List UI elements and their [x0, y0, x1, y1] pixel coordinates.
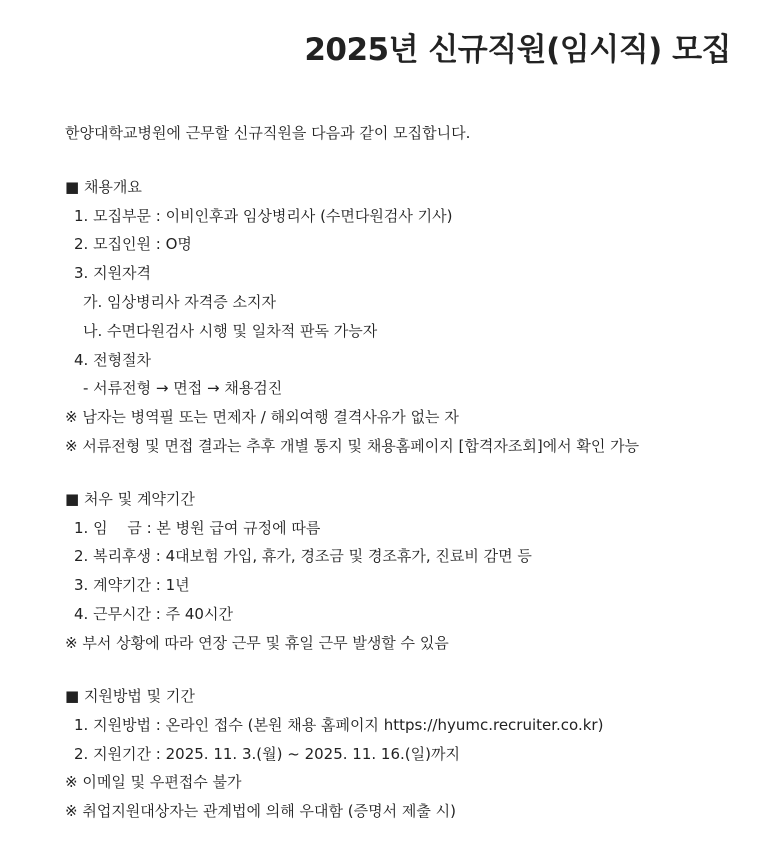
list-item: 2. 모집인원 : O명 — [74, 235, 192, 253]
note: ※ 취업지원대상자는 관계법에 의해 우대함 (증명서 제출 시) — [65, 802, 456, 820]
sub-list-item: 가. 임상병리사 자격증 소지자 — [83, 293, 276, 311]
list-item: 2. 복리후생 : 4대보험 가입, 휴가, 경조금 및 경조휴가, 진료비 감면 등 — [74, 547, 532, 565]
note: ※ 부서 상황에 따라 연장 근무 및 휴일 근무 발생할 수 있음 — [65, 634, 449, 652]
list-item: 3. 지원자격 — [74, 264, 152, 282]
note: ※ 서류전형 및 면접 결과는 추후 개별 통지 및 채용홈페이지 [합격자조회]에서 확인 가능 — [65, 437, 640, 455]
list-item: 2. 지원기간 : 2025. 11. 3.(월) ~ 2025. 11. 16.(일)까지 — [74, 745, 460, 763]
note: ※ 이메일 및 우편접수 불가 — [65, 773, 242, 791]
list-item: 1. 임 금 : 본 병원 급여 규정에 따름 — [74, 519, 321, 537]
section-heading: ■ 지원방법 및 기간 — [65, 687, 195, 705]
list-item: 1. 모집부문 : 이비인후과 임상병리사 (수면다원검사 기사) — [74, 207, 453, 225]
list-item: 3. 계약기간 : 1년 — [74, 576, 190, 594]
list-item: 4. 전형절차 — [74, 351, 152, 369]
intro-text: 한양대학교병원에 근무할 신규직원을 다음과 같이 모집합니다. — [65, 124, 471, 142]
section-heading: ■ 채용개요 — [65, 178, 142, 196]
sub-list-item: 나. 수면다원검사 시행 및 일차적 판독 가능자 — [83, 322, 378, 340]
note: ※ 남자는 병역필 또는 면제자 / 해외여행 결격사유가 없는 자 — [65, 408, 459, 426]
list-item: 4. 근무시간 : 주 40시간 — [74, 605, 233, 623]
list-item: 1. 지원방법 : 온라인 접수 (본원 채용 홈페이지 https://hyumc.recruiter.co.kr) — [74, 716, 604, 734]
section-heading: ■ 처우 및 계약기간 — [65, 490, 195, 508]
page-title: 2025년 신규직원(임시직) 모집 — [304, 32, 731, 68]
sub-list-item: - 서류전형 → 면접 → 채용검진 — [83, 379, 283, 397]
